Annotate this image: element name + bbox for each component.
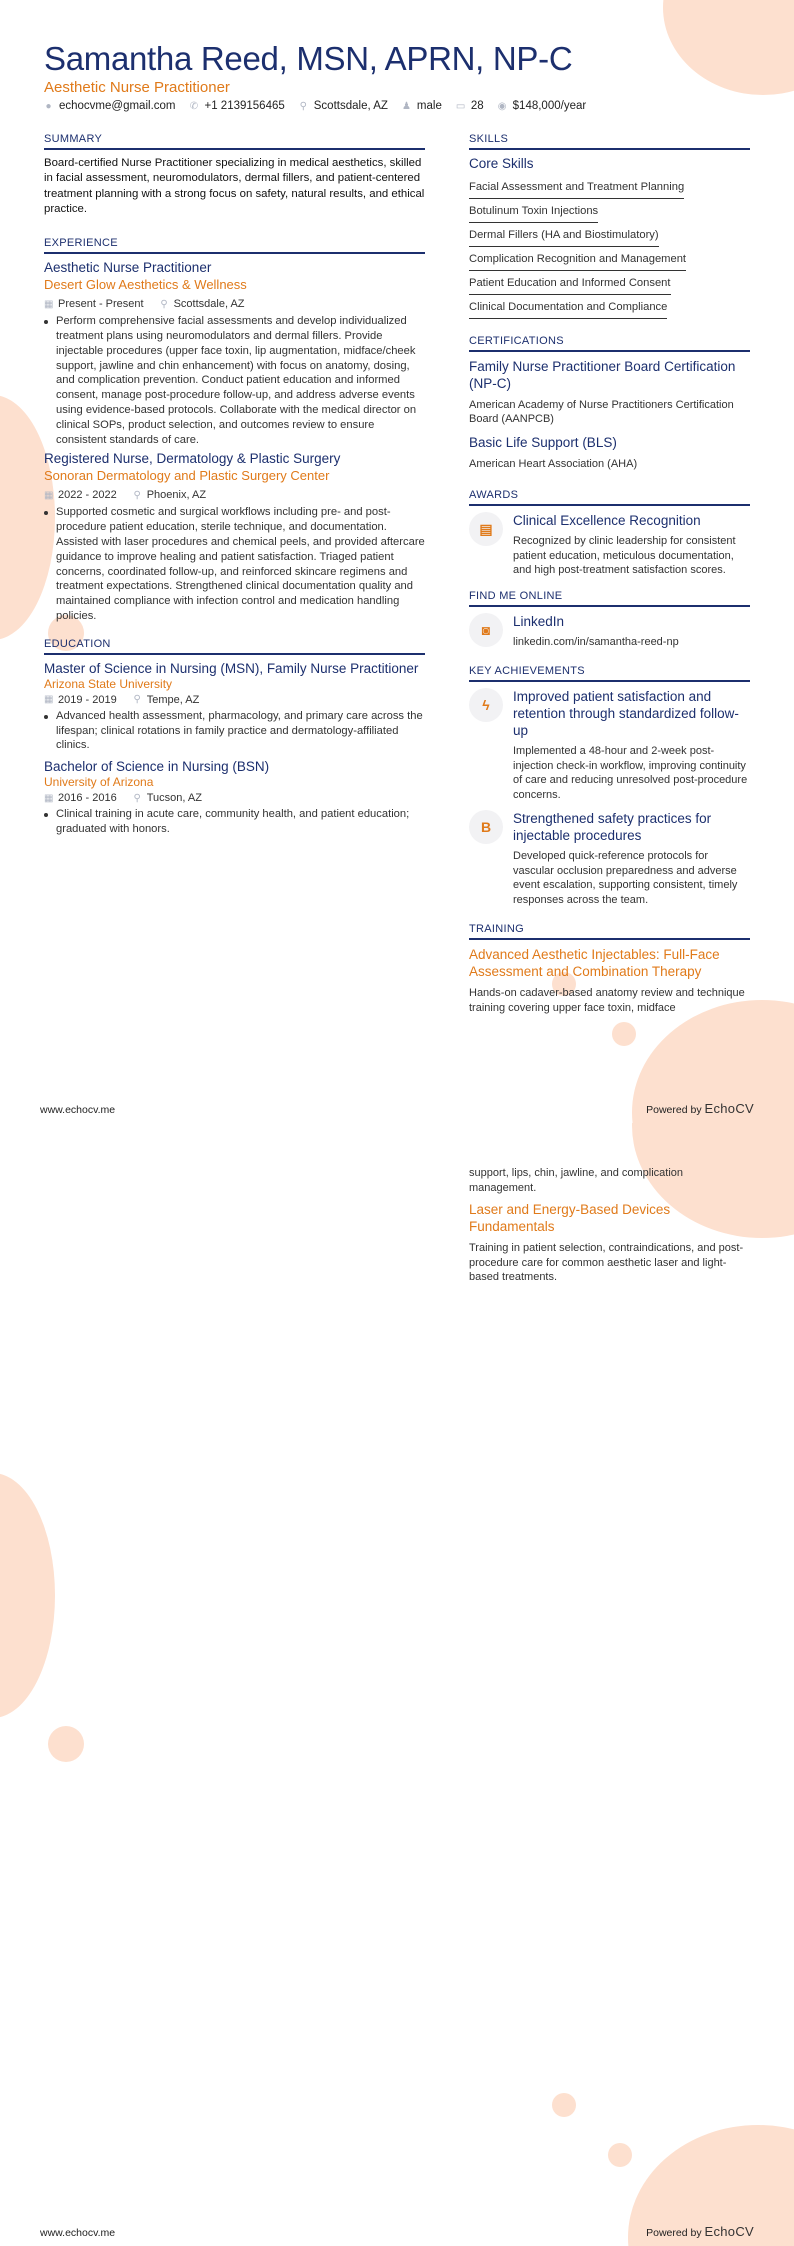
training-title: Laser and Energy-Based Devices Fundamentals [469,1202,671,1234]
left-column [44,133,425,837]
award-item [469,512,750,578]
footer-powered: Powered by EchoCV [646,2224,754,2239]
contact-age: ▭ 28 [455,100,484,112]
skill-item: Patient Education and Informed Consent [469,271,671,295]
training-text: Hands-on cadaver-based anatomy review and technique training covering upper face toxin, midface [469,987,745,1014]
achievement-title: Strengthened safety practices for injectable procedures [513,811,712,843]
footer-powered: Powered by EchoCV [646,1101,754,1116]
school-name: University of Arizona [44,775,154,790]
award-icon: ▤ [469,512,503,546]
location-pin-icon: ⚲ [299,100,307,112]
contact-salary: ◉ $148,000/year [497,100,587,112]
decorative-blob [608,2143,632,2167]
email-icon: ● [45,100,52,112]
footer-site[interactable]: www.echocv.me [40,2227,116,2239]
award-title: Clinical Excellence Recognition [513,513,701,528]
decorative-blob [48,1726,84,1762]
decorative-blob [0,1473,55,1718]
calendar-icon: ▦ [44,792,54,804]
experience-item [44,451,425,623]
education-meta: ▦ 2019 - 2019 ⚲ Tempe, AZ [44,693,200,706]
achievements-heading: KEY ACHIEVEMENTS [469,665,750,682]
calendar-icon: ▦ [44,694,54,706]
certification-org: American Heart Association (AHA) [469,458,638,470]
certification-name: Family Nurse Practitioner Board Certification (NP-C) [469,359,736,391]
location-pin-icon: ⚲ [133,792,141,804]
job-role: Registered Nurse, Dermatology & Plastic Surgery [44,451,341,467]
training-text: support, lips, chin, jawline, and complication management. [469,1167,684,1194]
skill-item: Dermal Fillers (HA and Biostimulatory) [469,223,659,247]
job-role: Aesthetic Nurse Practitioner [44,260,212,276]
degree: Bachelor of Science in Nursing (BSN) [44,759,270,775]
certifications-heading: CERTIFICATIONS [469,335,750,352]
job-meta: ▦ 2022 - 2022 ⚲ Phoenix, AZ [44,489,207,502]
location-pin-icon: ⚲ [160,298,168,310]
footer-site[interactable]: www.echocv.me [40,1104,116,1116]
location-pin-icon: ⚲ [133,694,141,706]
award-text: Recognized by clinic leadership for consistent patient education, meticulous documentation, and high post-treatment satisfaction scores. [513,535,736,576]
calendar-icon: ▭ [455,100,466,112]
company-name: Desert Glow Aesthetics & Wellness [44,277,247,293]
achievement-item [469,810,750,907]
contact-phone[interactable]: ✆ +1 2139156465 [189,100,285,112]
education-meta: ▦ 2016 - 2016 ⚲ Tucson, AZ [44,792,202,805]
right-column-continued [469,1166,750,1285]
contact-gender: ♟ male [401,100,442,112]
education-heading: EDUCATION [44,638,425,655]
education-description: Advanced health assessment, pharmacology, and primary care across the lifespan; clinical rotations in family practice and dermatology-affiliated clinics. [44,709,425,753]
training-title: Advanced Aesthetic Injectables: Full-Face Assessment and Combination Therapy [469,947,720,979]
bolt-icon: ϟ [469,688,503,722]
school-name: Arizona State University [44,676,173,691]
right-column [469,133,750,1015]
decorative-blob [552,2093,576,2117]
online-url[interactable]: linkedin.com/in/samantha-reed-np [513,635,679,648]
skill-item: Complication Recognition and Management [469,247,686,271]
achievement-text: Implemented a 48-hour and 2-week post-injection check-in workflow, improving continuity of care and reducing unresolved post-procedure concerns. [513,745,748,801]
skills-group-title: Core Skills [469,156,534,171]
skill-item: Botulinum Toxin Injections [469,199,598,223]
page-2 [0,1123,794,2246]
awards-heading: AWARDS [469,489,750,506]
job-description: Perform comprehensive facial assessments and develop individualized treatment plans using neuromodulators and dermal fillers. Provide injectable procedures (upper face toxin, lip augmentation, midface/cheek support, jawline and chin enhancement) with focus on anatomy, dosing, and complication prevention. Conduct patient education and informed consent, manage post-procedure follow-up, and address adverse events using evidence-based protocols. Collaborate with the medical director on clinical SOPs, product selection, and outcomes review to ensure consistent standards of care. [44,314,425,447]
degree: Master of Science in Nursing (MSN), Family Nurse Practitioner [44,660,419,676]
calendar-icon: ▦ [44,298,54,310]
decorative-blob [663,0,794,95]
education-item [44,759,425,837]
contact-email[interactable]: ● echocvme@gmail.com [45,100,176,112]
summary-text: Board-certified Nurse Practitioner specializing in medical aesthetics, skilled in facial assessment, neuromodulators, dermal fillers, and patient-centered treatment planning with a strong focus on safety, natural results, and ethical practice. [44,157,425,215]
job-description: Supported cosmetic and surgical workflows including pre- and post-procedure patient education, sterile technique, and documentation. Assisted with laser procedures and chemical peels, and provided aftercare guidance to improve healing and patient satisfaction. Triaged patient concerns, coordinated follow-up, and reinforced skincare regimens and treatment expectations. Strengthened clinical documentation quality and maintained compliance with infection control and medication handling policies. [44,505,425,623]
education-item [44,661,425,753]
online-heading: FIND ME ONLINE [469,590,750,607]
candidate-name: Samantha Reed, MSN, APRN, NP-C [44,40,573,77]
camera-icon: ◙ [469,613,503,647]
footer-brand[interactable]: EchoCV [704,2224,754,2239]
experience-heading: EXPERIENCE [44,237,425,254]
contact-location: ⚲ Scottsdale, AZ [299,100,388,112]
achievement-text: Developed quick-reference protocols for vascular occlusion preparedness and adverse event escalation, supporting consistent, timely responses across the team. [513,850,738,906]
achievement-item [469,688,750,802]
experience-item [44,260,425,447]
training-text: Training in patient selection, contraindications, and post-procedure care for common aesthetic laser and light-based treatments. [469,1242,744,1283]
contact-bar [44,100,586,112]
skills-heading: SKILLS [469,133,750,150]
skill-item: Clinical Documentation and Compliance [469,295,667,319]
company-name: Sonoran Dermatology and Plastic Surgery Center [44,468,330,484]
job-meta: ▦ Present - Present ⚲ Scottsdale, AZ [44,298,245,311]
footer-brand[interactable]: EchoCV [704,1101,754,1116]
decorative-blob [612,1022,636,1046]
training-heading: TRAINING [469,923,750,940]
money-icon: ◉ [497,100,507,112]
phone-icon: ✆ [189,100,199,112]
person-icon: ♟ [401,100,411,112]
b-icon: B [469,810,503,844]
certification-name: Basic Life Support (BLS) [469,435,617,450]
summary-heading: SUMMARY [44,133,425,150]
location-pin-icon: ⚲ [133,489,141,501]
skill-item: Facial Assessment and Treatment Planning [469,175,684,199]
online-title: LinkedIn [513,613,565,629]
job-title: Aesthetic Nurse Practitioner [44,79,230,96]
certification-org: American Academy of Nurse Practitioners Certification Board (AANPCB) [469,399,734,425]
education-description: Clinical training in acute care, community health, and patient education; graduated with honors. [44,807,425,837]
online-item[interactable] [469,613,750,650]
achievement-title: Improved patient satisfaction and retention through standardized follow-up [513,689,739,738]
calendar-icon: ▦ [44,489,54,501]
skills-list [469,175,750,319]
